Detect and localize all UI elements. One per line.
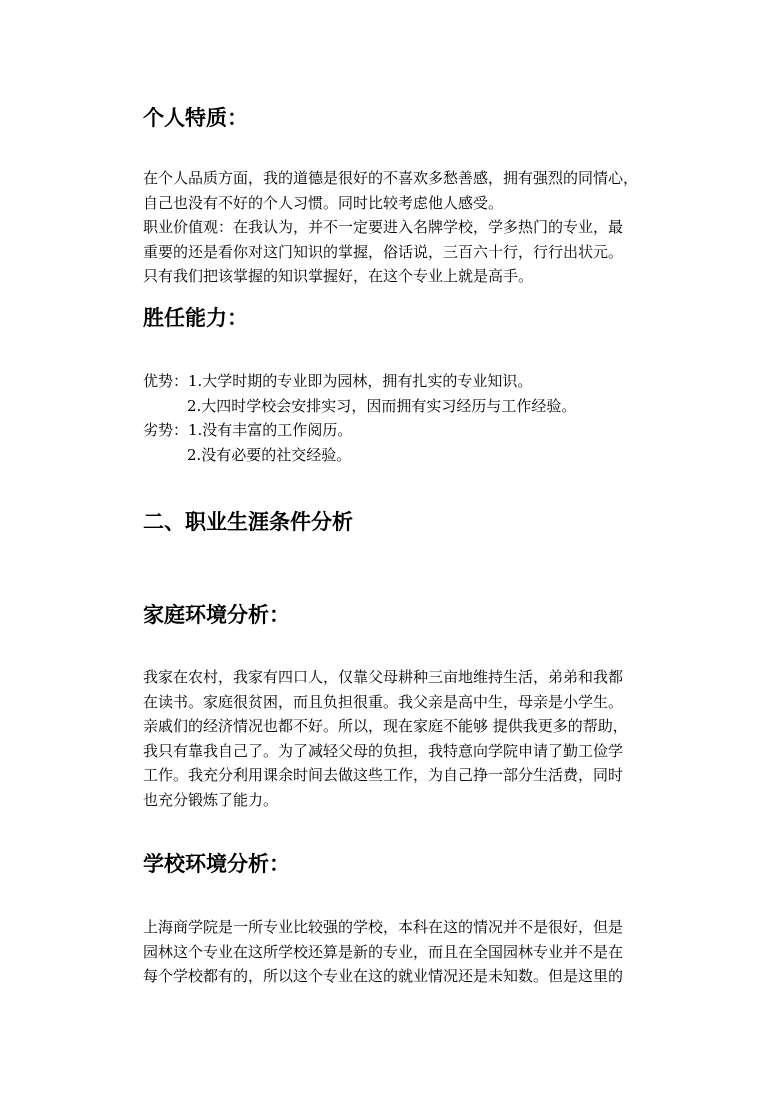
text-line: 亲戚们的经济情况也都不好。所以，现在家庭不能够 提供我更多的帮助， <box>143 717 628 735</box>
paragraph-school-environment <box>143 915 643 989</box>
text-line: 上海商学院是一所专业比较强的学校，本科在这的情况并不是很好，但是 <box>143 918 624 936</box>
text-line: 只有我们把该掌握的知识掌握好，在这个专业上就是高手。 <box>143 267 534 285</box>
text-line: 每个学校都有的，所以这个专业在这的就业情况还是未知数。但是这里的 <box>143 967 624 985</box>
text-line: 在读书。家庭很贫困，而且负担很重。我父亲是高中生，母亲是小学生。 <box>143 692 624 711</box>
paragraph-competence <box>143 369 643 467</box>
text-line: 在个人品质方面，我的道德是很好的不喜欢多愁善感，拥有强烈的同情心， <box>143 169 639 187</box>
paragraph-personal-traits <box>143 166 643 289</box>
weakness-line: 劣势：1.没有丰富的工作阅历。 <box>143 421 353 439</box>
text-line: 我只有靠我自己了。为了减轻父母的负担，我特意向学院申请了勤工俭学 <box>143 741 624 760</box>
weakness-line: 2.没有必要的社交经验。 <box>187 445 352 464</box>
section-heading-personal-traits: 个人特质： <box>143 106 248 130</box>
text-line: 我家在农村，我家有四口人，仅靠父母耕种三亩地维持生活，弟弟和我都 <box>143 668 624 686</box>
strength-line: 2.大四时学校会安排实习，因而拥有实习经历与工作经验。 <box>187 396 577 415</box>
section-heading-competence: 胜任能力： <box>143 306 248 330</box>
text-line: 重要的还是看你对这门知识的掌握，俗话说，三百六十行，行行出状元。 <box>143 242 624 261</box>
text-line: 自己也没有不好的个人习惯。同时比较考虑他人感受。 <box>143 193 504 212</box>
text-line: 职业价值观：在我认为，并不一定要进入名牌学校，学多热门的专业，最 <box>143 218 624 236</box>
text-line: 也充分锻炼了能力。 <box>143 790 279 809</box>
text-line: 园林这个专业在这所学校还算是新的专业，而且在全国园林专业并不是在 <box>143 942 624 961</box>
text-line: 工作。我充分利用课余时间去做这些工作，为自己挣一部分生活费，同时 <box>143 766 624 784</box>
paragraph-family-environment <box>143 665 643 812</box>
section-heading-family-environment: 家庭环境分析： <box>143 603 290 627</box>
section-heading-school-environment: 学校环境分析： <box>143 852 290 876</box>
strength-line: 优势：1.大学时期的专业即为园林，拥有扎实的专业知识。 <box>143 372 533 390</box>
chapter-heading-career-conditions: 二、职业生涯条件分析 <box>143 510 353 534</box>
